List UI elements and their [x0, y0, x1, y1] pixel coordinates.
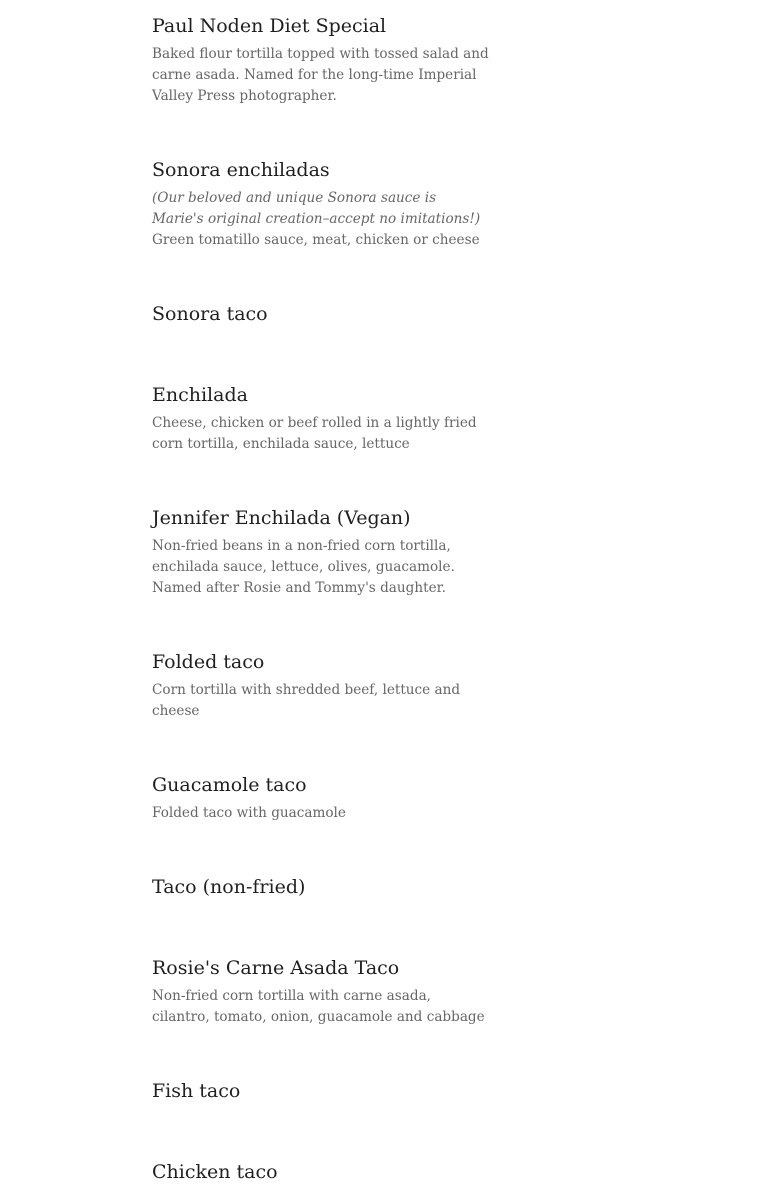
- menu-item-name: Enchilada: [152, 384, 248, 406]
- menu-item-paul-noden-diet-special: [152, 14, 492, 107]
- menu-item-folded-taco: [152, 650, 492, 722]
- menu-item-note: (Our beloved and unique Sonora sauce is Marie's original creation–accept no imitations!): [152, 190, 481, 227]
- menu-item-description: Green tomatillo sauce, meat, chicken or cheese: [152, 232, 480, 248]
- menu-item-name: Sonora enchiladas: [152, 159, 330, 181]
- menu-item-description: Baked flour tortilla topped with tossed salad and carne asada. Named for the long-time Imperial Valley Press photographer.: [152, 46, 489, 104]
- menu-item-chicken-taco: [152, 1160, 492, 1184]
- menu-item-description: Non-fried beans in a non-fried corn tortilla, enchilada sauce, lettuce, olives, guacamole. Named after Rosie and Tommy's daughter.: [152, 538, 455, 596]
- menu-item-name: Fish taco: [152, 1080, 241, 1102]
- menu-item-name: Taco (non-fried): [152, 876, 306, 898]
- menu-item-fish-taco: [152, 1079, 492, 1103]
- menu-item-enchilada: [152, 383, 492, 455]
- menu-item-name: Rosie's Carne Asada Taco: [152, 957, 400, 979]
- menu-item-sonora-taco: [152, 302, 492, 326]
- menu-item-guacamole-taco: [152, 773, 492, 824]
- menu-item-name: Jennifer Enchilada (Vegan): [152, 507, 411, 529]
- menu-item-name: Guacamole taco: [152, 774, 307, 796]
- menu-item-description: Folded taco with guacamole: [152, 805, 346, 821]
- menu-item-sonora-enchiladas: [152, 158, 492, 251]
- menu-item-name: Folded taco: [152, 651, 265, 673]
- menu-item-name: Sonora taco: [152, 303, 268, 325]
- menu-item-jennifer-enchilada: [152, 506, 492, 599]
- menu-item-description-block: [152, 188, 492, 251]
- menu-item-name: Chicken taco: [152, 1161, 278, 1183]
- menu-item-rosies-carne-asada-taco: [152, 956, 492, 1028]
- menu-item-name: Paul Noden Diet Special: [152, 15, 387, 37]
- menu-item-taco-non-fried: [152, 875, 492, 899]
- menu-item-description: Cheese, chicken or beef rolled in a lightly fried corn tortilla, enchilada sauce, lettuce: [152, 415, 477, 452]
- menu-item-description: Corn tortilla with shredded beef, lettuce and cheese: [152, 682, 461, 719]
- menu-item-description: Non-fried corn tortilla with carne asada, cilantro, tomato, onion, guacamole and cabbage: [152, 988, 485, 1025]
